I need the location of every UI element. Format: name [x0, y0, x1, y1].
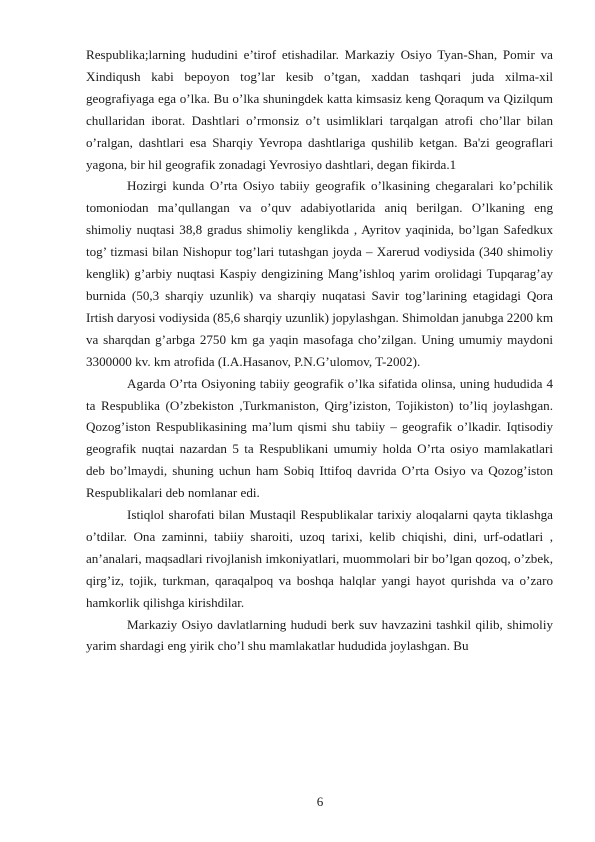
body-text — [86, 44, 553, 657]
paragraph-4: Istiqlol sharofati bilan Mustaqil Respublikalar tarixiy aloqalarni qayta tiklashga o’tdilar. Ona zaminni, tabiiy sharoiti, uzoq tarixi, kelib chiqishi, dini, urf-odatlari , an’analari, maqsadlari rivojlanish imkoniyatlari, muommolari bir bo’lgan qozoq, o’zbek, qirg’iz, tojik, turkman, qaraqalpoq va boshqa halqlar yangi hayot qurishda va o’zaro hamkorlik qilishga kirishdilar. — [86, 507, 553, 610]
page-number: 6 — [316, 794, 324, 809]
paragraph-5: Markaziy Osiyo davlatlarning hududi berk suv havzazini tashkil qilib, shimoliy yarim shardagi eng yirik cho’l shu mamlakatlar hududida joylashgan. Bu — [86, 616, 553, 654]
paragraph-1: Respublika;larning hududini e’tirof etishadilar. Markaziy Osiyo Tyan-Shan, Pomir va Xindiqush kabi bepoyon tog’lar kesib o’tgan, xaddan tashqari juda xilma-xil geografiyaga ega o’lka. Bu o’lka shuningdek katta kimsasiz keng Qoraqum va Qizilqum chullaridan iborat. Dashtlari o’rmonsiz o’t usimliklari tarqalgan atrofi cho’llar bilan o’ralgan, dashtlari esa Sharqiy Yevropa dashtlariga qushilib ketgan. Ba'zi geograflari yagona, bir hil geografik zonadagi Yevrosiyo dashtlari, degan fikirda.1 — [86, 47, 553, 172]
paragraph-3: Agarda O’rta Osiyoning tabiiy geografik o’lka sifatida olinsa, uning hududida 4 ta Respublika (O’zbekiston ,Turkmaniston, Qirg’iziston, Tojikiston) to’liq joylashgan. Qozog’iston Respublikasining ma’lum qismi shu tabiiy – geografik o’lkadir. Iqtisodiy geografik nuqtai nazardan 5 ta Respublikani umumiy holda O’rta osiyo mamlakatlari deb bo’lmaydi, shuning uchun ham Sobiq Ittifoq davrida O’rta Osiyo va Qozog’iston Respublikalari deb nomlanar edi. — [86, 375, 553, 501]
paragraph-2: Hozirgi kunda O’rta Osiyo tabiiy geografik o’lkasining chegaralari ko’pchilik tomoniodan ma’qullangan va o’quv adabiyotlarida aniq berilgan. O’lkaning eng shimoliy nuqtasi 38,8 gradus shimoliy kenglikda , Ayritov yaqinida, bo’lgan Safedkux tog’ tizmasi bilan Nishopur tog’lari tutashgan joyda – Xarerud vodiysida (340 shimoliy kenglik) g’arbiy nuqtasi Kaspiy dengizining Mang’ishloq yarim orolidagi Tupqarag’ay burnida (50,3 sharqiy uzunlik) va sharqiy nuqatasi Savir tog’larining etagidagi Qora Irtish daryosi vodiysida (85,6 sharqiy uzunlik) jopylashgan. Shimoldan janubga 2200 km va sharqdan g’arbga 2750 km ga yaqin masofaga cho’zilgan. Uning umumiy maydoni 3300000 kv. km atrofida (I.A.Hasanov, P.N.G’ulomov, T-2002). — [86, 178, 553, 369]
